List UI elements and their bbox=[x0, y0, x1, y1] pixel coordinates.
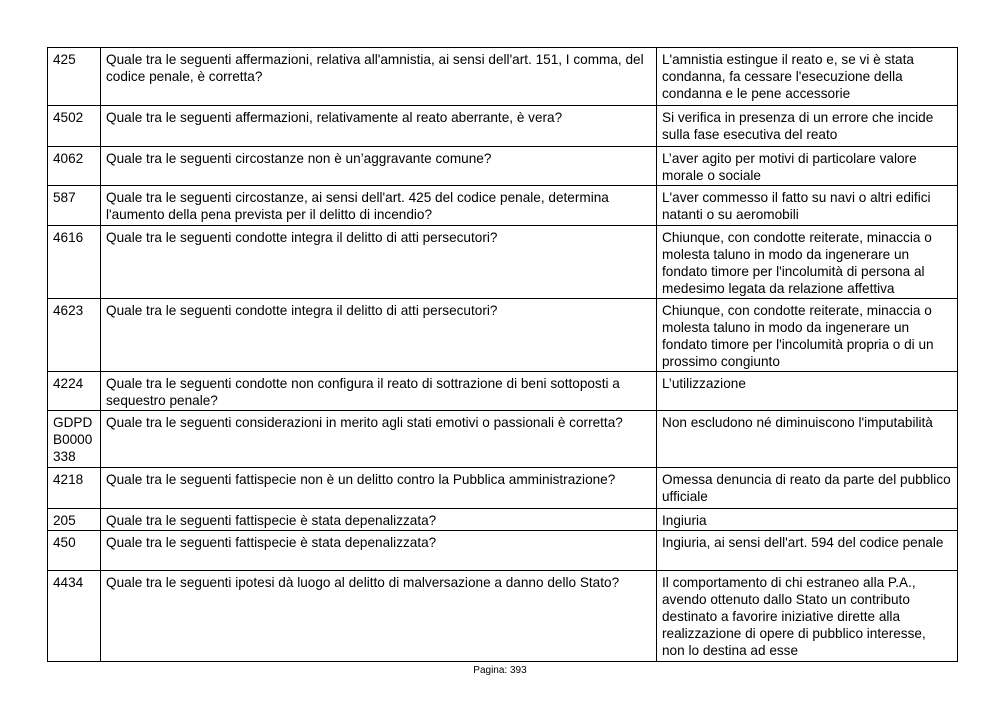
question-id: 4218 bbox=[48, 468, 101, 509]
question-id: GDPD B0000 338 bbox=[48, 411, 101, 468]
question-id: 4434 bbox=[48, 571, 101, 662]
question-text: Quale tra le seguenti fattispecie è stata depenalizzata? bbox=[101, 509, 657, 531]
question-text: Quale tra le seguenti circostanze non è un’aggravante comune? bbox=[101, 147, 657, 186]
answer-text: Chiunque, con condotte reiterate, minaccia o molesta taluno in modo da ingenerare un fondato timore per l'incolumità propria o di un prossimo congiunto bbox=[657, 299, 958, 372]
page-number: Pagina: 393 bbox=[473, 665, 527, 676]
table-row bbox=[48, 186, 958, 226]
answer-text: Si verifica in presenza di un errore che incide sulla fase esecutiva del reato bbox=[657, 106, 958, 147]
question-id: 4616 bbox=[48, 226, 101, 299]
question-id: 205 bbox=[48, 509, 101, 531]
question-text: Quale tra le seguenti considerazioni in merito agli stati emotivi o passionali è corretta? bbox=[101, 411, 657, 468]
questions-table bbox=[47, 47, 958, 662]
question-id: 425 bbox=[48, 48, 101, 106]
question-id: 4062 bbox=[48, 147, 101, 186]
question-text: Quale tra le seguenti condotte integra il delitto di atti persecutori? bbox=[101, 299, 657, 372]
table-row bbox=[48, 372, 958, 411]
table-row bbox=[48, 509, 958, 531]
question-id: 4224 bbox=[48, 372, 101, 411]
answer-text: Non escludono né diminuiscono l'imputabilità bbox=[657, 411, 958, 468]
table-row bbox=[48, 571, 958, 662]
question-text: Quale tra le seguenti affermazioni, relativamente al reato aberrante, è vera? bbox=[101, 106, 657, 147]
question-text: Quale tra le seguenti condotte non configura il reato di sottrazione di beni sottoposti a sequestro penale? bbox=[101, 372, 657, 411]
table-row bbox=[48, 531, 958, 571]
question-text: Quale tra le seguenti affermazioni, relativa all'amnistia, ai sensi dell'art. 151, I comma, del codice penale, è corretta? bbox=[101, 48, 657, 106]
table-row bbox=[48, 226, 958, 299]
question-id: 450 bbox=[48, 531, 101, 571]
question-id: 587 bbox=[48, 186, 101, 226]
table-row bbox=[48, 299, 958, 372]
question-text: Quale tra le seguenti fattispecie non è un delitto contro la Pubblica amministrazione? bbox=[101, 468, 657, 509]
question-id: 4502 bbox=[48, 106, 101, 147]
answer-text: Il comportamento di chi estraneo alla P.A., avendo ottenuto dallo Stato un contributo destinato a favorire iniziative dirette alla realizzazione di opere di pubblico interesse, non lo destina ad esse bbox=[657, 571, 958, 662]
answer-text: Ingiuria bbox=[657, 509, 958, 531]
question-text: Quale tra le seguenti circostanze, ai sensi dell'art. 425 del codice penale, determina l'aumento della pena prevista per il delitto di incendio? bbox=[101, 186, 657, 226]
answer-text: Chiunque, con condotte reiterate, minaccia o molesta taluno in modo da ingenerare un fondato timore per l'incolumità di persona al medesimo legata da relazione affettiva bbox=[657, 226, 958, 299]
table-row bbox=[48, 147, 958, 186]
question-id: 4623 bbox=[48, 299, 101, 372]
answer-text: L’utilizzazione bbox=[657, 372, 958, 411]
answer-text: L’aver agito per motivi di particolare valore morale o sociale bbox=[657, 147, 958, 186]
table-row bbox=[48, 48, 958, 106]
answer-text: L'aver commesso il fatto su navi o altri edifici natanti o su aeromobili bbox=[657, 186, 958, 226]
answer-text: Omessa denuncia di reato da parte del pubblico ufficiale bbox=[657, 468, 958, 509]
answer-text: L'amnistia estingue il reato e, se vi è stata condanna, fa cessare l'esecuzione della condanna e le pene accessorie bbox=[657, 48, 958, 106]
question-text: Quale tra le seguenti ipotesi dà luogo al delitto di malversazione a danno dello Stato? bbox=[101, 571, 657, 662]
table-row bbox=[48, 411, 958, 468]
answer-text: Ingiuria, ai sensi dell'art. 594 del codice penale bbox=[657, 531, 958, 571]
question-text: Quale tra le seguenti fattispecie è stata depenalizzata? bbox=[101, 531, 657, 571]
table-row bbox=[48, 468, 958, 509]
table-row bbox=[48, 106, 958, 147]
question-text: Quale tra le seguenti condotte integra il delitto di atti persecutori? bbox=[101, 226, 657, 299]
